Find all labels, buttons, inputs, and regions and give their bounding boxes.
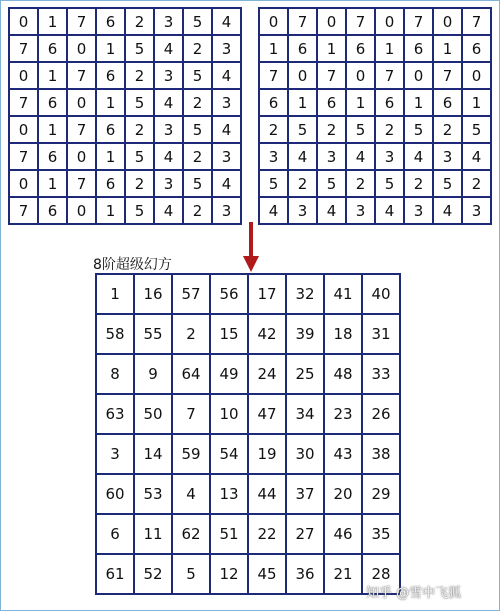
table-row xyxy=(96,434,400,474)
matrix-cell: 43 xyxy=(324,434,362,474)
matrix-cell: 4 xyxy=(172,474,210,514)
table-row xyxy=(259,197,491,224)
matrix-cell: 3 xyxy=(154,62,183,89)
matrix-cell: 0 xyxy=(433,8,462,35)
matrix-cell: 18 xyxy=(324,314,362,354)
table-row xyxy=(9,8,241,35)
matrix-cell: 53 xyxy=(134,474,172,514)
table-row xyxy=(259,89,491,116)
matrix-cell: 2 xyxy=(125,170,154,197)
table-row xyxy=(9,89,241,116)
matrix-cell: 7 xyxy=(172,394,210,434)
matrix-cell: 26 xyxy=(362,394,400,434)
matrix-cell: 2 xyxy=(259,116,288,143)
table-row xyxy=(96,394,400,434)
matrix-cell: 3 xyxy=(375,143,404,170)
matrix-cell: 1 xyxy=(96,35,125,62)
matrix-cell: 2 xyxy=(346,170,375,197)
table-row xyxy=(9,62,241,89)
matrix-cell: 0 xyxy=(9,8,38,35)
matrix-cell: 5 xyxy=(125,35,154,62)
matrix-cell: 0 xyxy=(346,62,375,89)
matrix-cell: 2 xyxy=(404,170,433,197)
matrix-cell: 2 xyxy=(183,143,212,170)
matrix-cell: 6 xyxy=(38,197,67,224)
matrix-cell: 13 xyxy=(210,474,248,514)
matrix-cell: 3 xyxy=(212,35,241,62)
matrix-cell: 12 xyxy=(210,554,248,594)
table-row xyxy=(259,170,491,197)
matrix-cell: 2 xyxy=(375,116,404,143)
matrix-cell: 6 xyxy=(96,8,125,35)
matrix-cell: 7 xyxy=(9,143,38,170)
matrix-cell: 4 xyxy=(404,143,433,170)
matrix-cell: 3 xyxy=(154,170,183,197)
matrix-cell: 36 xyxy=(286,554,324,594)
magic-square xyxy=(95,273,401,595)
matrix-cell: 1 xyxy=(288,89,317,116)
table-row xyxy=(96,274,400,314)
matrix-cell: 34 xyxy=(286,394,324,434)
matrix-cell: 17 xyxy=(248,274,286,314)
matrix-cell: 4 xyxy=(346,143,375,170)
matrix-cell: 0 xyxy=(462,62,491,89)
matrix-cell: 2 xyxy=(288,170,317,197)
matrix-cell: 5 xyxy=(183,170,212,197)
matrix-cell: 56 xyxy=(210,274,248,314)
matrix-cell: 29 xyxy=(362,474,400,514)
matrix-cell: 1 xyxy=(38,62,67,89)
matrix-cell: 64 xyxy=(172,354,210,394)
watermark: 知乎 @雪中飞狐 xyxy=(366,586,462,601)
matrix-cell: 7 xyxy=(375,62,404,89)
matrix-cell: 63 xyxy=(96,394,134,434)
matrix-cell: 7 xyxy=(462,8,491,35)
matrix-cell: 1 xyxy=(38,8,67,35)
matrix-cell: 2 xyxy=(125,116,154,143)
matrix-cell: 6 xyxy=(462,35,491,62)
matrix-cell: 1 xyxy=(38,170,67,197)
matrix-cell: 8 xyxy=(96,354,134,394)
matrix-cell: 0 xyxy=(404,62,433,89)
matrix-cell: 4 xyxy=(212,170,241,197)
matrix-cell: 0 xyxy=(317,8,346,35)
matrix-cell: 2 xyxy=(183,89,212,116)
matrix-cell: 7 xyxy=(288,8,317,35)
matrix-cell: 6 xyxy=(96,62,125,89)
matrix-cell: 11 xyxy=(134,514,172,554)
matrix-cell: 6 xyxy=(96,116,125,143)
matrix-cell: 7 xyxy=(317,62,346,89)
matrix-cell: 39 xyxy=(286,314,324,354)
matrix-cell: 7 xyxy=(259,62,288,89)
matrix-cell: 3 xyxy=(462,197,491,224)
matrix-cell: 2 xyxy=(183,35,212,62)
down-arrow-icon xyxy=(240,222,262,274)
table-row xyxy=(96,314,400,354)
matrix-cell: 44 xyxy=(248,474,286,514)
matrix-cell: 3 xyxy=(433,143,462,170)
matrix-cell: 3 xyxy=(317,143,346,170)
matrix-cell: 37 xyxy=(286,474,324,514)
matrix-cell: 41 xyxy=(324,274,362,314)
matrix-cell: 5 xyxy=(125,197,154,224)
matrix-cell: 5 xyxy=(183,116,212,143)
matrix-cell: 4 xyxy=(462,143,491,170)
matrix-cell: 4 xyxy=(154,89,183,116)
matrix-cell: 7 xyxy=(404,8,433,35)
matrix-cell: 6 xyxy=(96,514,134,554)
table-row xyxy=(9,143,241,170)
left-matrix xyxy=(8,7,242,225)
matrix-cell: 0 xyxy=(259,8,288,35)
matrix-cell: 40 xyxy=(362,274,400,314)
matrix-cell: 1 xyxy=(96,89,125,116)
matrix-cell: 4 xyxy=(433,197,462,224)
matrix-cell: 48 xyxy=(324,354,362,394)
matrix-cell: 31 xyxy=(362,314,400,354)
table-row xyxy=(96,514,400,554)
matrix-cell: 6 xyxy=(375,89,404,116)
matrix-cell: 1 xyxy=(346,89,375,116)
matrix-cell: 0 xyxy=(67,89,96,116)
matrix-cell: 6 xyxy=(433,89,462,116)
matrix-cell: 45 xyxy=(248,554,286,594)
matrix-cell: 52 xyxy=(134,554,172,594)
matrix-cell: 5 xyxy=(172,554,210,594)
table-row xyxy=(96,354,400,394)
matrix-cell: 3 xyxy=(346,197,375,224)
matrix-cell: 25 xyxy=(286,354,324,394)
matrix-cell: 60 xyxy=(96,474,134,514)
matrix-cell: 1 xyxy=(96,143,125,170)
matrix-cell: 16 xyxy=(134,274,172,314)
matrix-cell: 4 xyxy=(317,197,346,224)
matrix-cell: 21 xyxy=(324,554,362,594)
matrix-cell: 4 xyxy=(259,197,288,224)
matrix-cell: 9 xyxy=(134,354,172,394)
matrix-cell: 38 xyxy=(362,434,400,474)
matrix-cell: 57 xyxy=(172,274,210,314)
matrix-cell: 7 xyxy=(346,8,375,35)
matrix-cell: 55 xyxy=(134,314,172,354)
matrix-cell: 4 xyxy=(154,143,183,170)
table-row xyxy=(96,554,400,594)
matrix-cell: 1 xyxy=(38,116,67,143)
matrix-cell: 0 xyxy=(67,143,96,170)
matrix-cell: 4 xyxy=(212,8,241,35)
matrix-cell: 4 xyxy=(288,143,317,170)
matrix-cell: 7 xyxy=(67,170,96,197)
matrix-cell: 7 xyxy=(9,89,38,116)
matrix-cell: 1 xyxy=(433,35,462,62)
matrix-cell: 6 xyxy=(96,170,125,197)
matrix-cell: 61 xyxy=(96,554,134,594)
matrix-cell: 47 xyxy=(248,394,286,434)
matrix-cell: 20 xyxy=(324,474,362,514)
right-matrix xyxy=(258,7,492,225)
matrix-cell: 4 xyxy=(154,197,183,224)
matrix-cell: 2 xyxy=(125,8,154,35)
matrix-cell: 4 xyxy=(154,35,183,62)
matrix-cell: 24 xyxy=(248,354,286,394)
matrix-cell: 23 xyxy=(324,394,362,434)
matrix-cell: 5 xyxy=(317,170,346,197)
matrix-cell: 1 xyxy=(96,197,125,224)
table-row xyxy=(259,116,491,143)
matrix-cell: 50 xyxy=(134,394,172,434)
matrix-cell: 7 xyxy=(67,8,96,35)
matrix-cell: 2 xyxy=(433,116,462,143)
matrix-cell: 5 xyxy=(433,170,462,197)
table-row xyxy=(259,62,491,89)
matrix-cell: 6 xyxy=(38,143,67,170)
matrix-cell: 7 xyxy=(9,35,38,62)
matrix-cell: 3 xyxy=(404,197,433,224)
matrix-cell: 15 xyxy=(210,314,248,354)
matrix-cell: 3 xyxy=(212,197,241,224)
matrix-cell: 0 xyxy=(288,62,317,89)
matrix-cell: 2 xyxy=(172,314,210,354)
matrix-cell: 7 xyxy=(67,62,96,89)
table-row xyxy=(259,143,491,170)
matrix-cell: 5 xyxy=(288,116,317,143)
matrix-cell: 4 xyxy=(212,62,241,89)
matrix-cell: 49 xyxy=(210,354,248,394)
matrix-cell: 7 xyxy=(433,62,462,89)
matrix-cell: 6 xyxy=(259,89,288,116)
matrix-cell: 33 xyxy=(362,354,400,394)
matrix-cell: 5 xyxy=(125,143,154,170)
matrix-cell: 5 xyxy=(346,116,375,143)
matrix-cell: 5 xyxy=(183,8,212,35)
matrix-cell: 4 xyxy=(212,116,241,143)
caption: 8阶超级幻方 xyxy=(93,257,172,273)
matrix-cell: 35 xyxy=(362,514,400,554)
matrix-cell: 30 xyxy=(286,434,324,474)
matrix-cell: 0 xyxy=(9,170,38,197)
matrix-cell: 10 xyxy=(210,394,248,434)
matrix-cell: 27 xyxy=(286,514,324,554)
matrix-cell: 6 xyxy=(346,35,375,62)
matrix-cell: 1 xyxy=(317,35,346,62)
matrix-cell: 0 xyxy=(375,8,404,35)
matrix-cell: 2 xyxy=(125,62,154,89)
matrix-cell: 51 xyxy=(210,514,248,554)
matrix-cell: 0 xyxy=(9,62,38,89)
matrix-cell: 5 xyxy=(183,62,212,89)
matrix-cell: 2 xyxy=(462,170,491,197)
matrix-cell: 2 xyxy=(317,116,346,143)
matrix-cell: 5 xyxy=(462,116,491,143)
matrix-cell: 6 xyxy=(38,89,67,116)
matrix-cell: 3 xyxy=(259,143,288,170)
table-row xyxy=(259,8,491,35)
matrix-cell: 28 xyxy=(362,554,400,594)
table-row xyxy=(259,35,491,62)
matrix-cell: 3 xyxy=(212,143,241,170)
matrix-cell: 6 xyxy=(317,89,346,116)
matrix-cell: 58 xyxy=(96,314,134,354)
matrix-cell: 59 xyxy=(172,434,210,474)
matrix-cell: 6 xyxy=(288,35,317,62)
matrix-cell: 1 xyxy=(404,89,433,116)
matrix-cell: 0 xyxy=(67,35,96,62)
matrix-cell: 7 xyxy=(9,197,38,224)
matrix-cell: 19 xyxy=(248,434,286,474)
matrix-cell: 5 xyxy=(404,116,433,143)
matrix-cell: 3 xyxy=(154,8,183,35)
matrix-cell: 3 xyxy=(212,89,241,116)
matrix-cell: 3 xyxy=(154,116,183,143)
table-row xyxy=(9,116,241,143)
matrix-cell: 1 xyxy=(375,35,404,62)
matrix-cell: 2 xyxy=(183,197,212,224)
matrix-cell: 7 xyxy=(67,116,96,143)
matrix-cell: 5 xyxy=(375,170,404,197)
matrix-cell: 5 xyxy=(259,170,288,197)
matrix-cell: 42 xyxy=(248,314,286,354)
table-row xyxy=(9,35,241,62)
matrix-cell: 46 xyxy=(324,514,362,554)
matrix-cell: 0 xyxy=(67,197,96,224)
matrix-cell: 54 xyxy=(210,434,248,474)
matrix-cell: 6 xyxy=(38,35,67,62)
matrix-cell: 4 xyxy=(375,197,404,224)
matrix-cell: 1 xyxy=(259,35,288,62)
matrix-cell: 1 xyxy=(462,89,491,116)
matrix-cell: 62 xyxy=(172,514,210,554)
matrix-cell: 1 xyxy=(96,274,134,314)
matrix-cell: 3 xyxy=(288,197,317,224)
matrix-cell: 0 xyxy=(9,116,38,143)
table-row xyxy=(9,197,241,224)
matrix-cell: 5 xyxy=(125,89,154,116)
matrix-cell: 3 xyxy=(96,434,134,474)
matrix-cell: 14 xyxy=(134,434,172,474)
matrix-cell: 22 xyxy=(248,514,286,554)
matrix-cell: 6 xyxy=(404,35,433,62)
table-row xyxy=(96,474,400,514)
table-row xyxy=(9,170,241,197)
matrix-cell: 32 xyxy=(286,274,324,314)
